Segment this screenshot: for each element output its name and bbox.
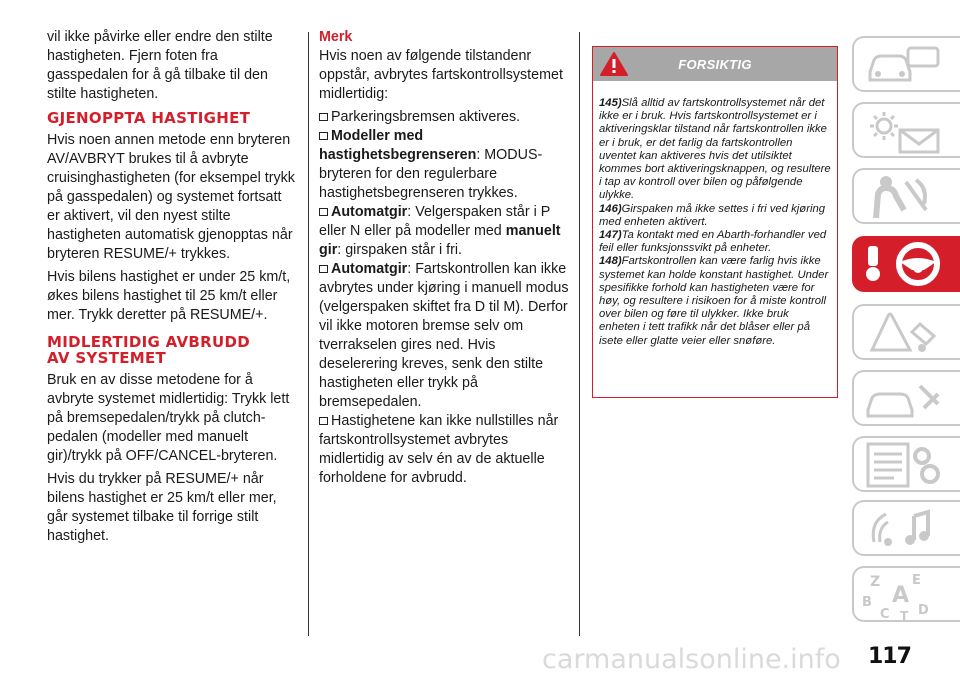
list-item [319,203,569,260]
checkbox-bullet-icon [319,113,328,121]
list-item-text: : MODUS-bryteren for den regulerbare hastighetsbegrenseren trykkes. [319,147,543,201]
checkbox-bullet-icon [319,208,328,216]
section-heading-resume: GJENOPPTA HASTIGHET [47,109,251,127]
tab-starting-driving[interactable] [852,236,960,292]
svg-text:C: C [880,607,890,620]
list-item [319,108,569,127]
page-number: 117 [868,644,911,669]
caution-item-number: 147) [599,229,622,242]
caution-item [599,203,831,229]
car-dashboard-icon [854,38,960,90]
list-item [319,412,569,488]
list-item-bold: Modeller med hastighetsbegrenseren [319,128,477,163]
caution-title: FORSIKTIG [678,57,752,72]
checkbox-bullet-icon [319,417,328,425]
text-column-2 [319,28,569,488]
tab-safety[interactable] [852,168,960,224]
caution-box [592,46,838,398]
caution-item-text: Ta kontakt med en Abarth-forhandler ved feil eller funksjonssvikt på enheter. [599,229,827,255]
tab-warning-lights[interactable] [852,102,960,158]
tab-technical-data[interactable] [852,436,960,492]
paragraph: Hvis du trykker på RESUME/+ når bilens hastighet er 25 km/t eller mer, går systemet tilbake til forrige stilt hastighet. [47,471,277,544]
svg-text:T: T [900,609,909,620]
list-item-text: Hastighetene kan ikke nullstilles når fartskontrollsystemet avbrytes midlertidig av selv én av de aktuelle forholdene for avbrudd. [319,413,559,486]
caution-item [599,229,831,255]
technical-data-icon [854,438,960,490]
list-item-bold: manuelt gir [319,223,561,258]
list-item-text: : Velgerspaken står i P eller N eller på modeller med [319,204,551,239]
heading-line-1: MIDLERTIDIG AVBRUDD [47,333,250,351]
paragraph: Hvis noen annen metode enn bryteren AV/AVBRYT brukes til å avbryte cruisinghastigheten (for eksempel trykk på gasspedalen) og systemet fortsatt er aktivert, vil den nyest stilte hastigheten automatisk gjenopptas når bryteren RESUME/+ trykkes. [47,132,295,262]
tab-emergency[interactable] [852,304,960,360]
checkbox-bullet-icon [319,132,328,140]
caution-item-number: 145) [599,97,622,109]
caution-item-text: Fartskontrollen kan være farlig hvis ikke systemet kan holde konstant hastighet. Under spesifikke forhold kan hastigheten være for høy, og resultere i risikoen for å miste kontroll over bilen og føre til ulykker. Ikke bruk enheten i tett trafikk når det blåser eller på isete eller glatte veier eller snøføre. [599,255,829,347]
section-heading-interrupt [47,334,295,366]
caution-item-text: Slå alltid av fartskontrollsystemet når det ikke er i bruk. Hvis fartskontrollsystemet er i aktiveringsklar tilstand når fartskontrollen ikke er i bruk, er det farlig da fartskontrollen uventet kan aktiveres hvis det utilsiktet kommes bort aktiveringsknappen, og resultere i tap av kontroll over bilen og påfølgende ulykke. [599,97,831,202]
watermark: carmanualsonline.info [542,644,841,675]
maintenance-car-icon [854,372,960,424]
svg-text:D: D [918,603,929,618]
list-item-text: Parkeringsbremsen aktiveres. [331,109,521,125]
caution-item-number: 148) [599,255,622,268]
warning-lights-icon [854,104,960,156]
steering-wheel-key-icon [854,238,960,290]
column-divider [579,32,580,636]
checkbox-bullet-icon [319,265,328,273]
list-item-bold: Automatgir [331,204,408,220]
caution-item [599,255,831,347]
tab-car-dashboard[interactable] [852,36,960,92]
note-heading: Merk [319,29,353,45]
emergency-triangle-icon [854,306,960,358]
list-item-text: : Fartskontrollen kan ikke avbrytes under kjøring i manuell modus (velgerspaken skiftet fra D til M). Derfor vil ikke motoren bremse selv om tverrakselen gires ned. Hvis deselerering kreves, senk den stilte hastigheten eller trykk på bremsepedalen. [319,261,569,410]
svg-text:E: E [912,573,921,588]
tab-index[interactable] [852,566,960,622]
caution-item-text: Girspaken må ikke settes i fri ved kjøring med enheten aktivert. [599,202,826,228]
caution-item-number: 146) [599,202,622,215]
tab-multimedia[interactable] [852,500,960,556]
multimedia-icon [854,502,960,554]
list-item-text: : girspaken står i fri. [337,242,463,258]
caution-item [599,97,831,203]
safety-airbag-icon [854,170,960,222]
svg-text:Z: Z [870,574,881,590]
index-letters-icon [854,568,960,620]
caution-body [593,81,837,348]
caution-header [593,47,837,81]
heading-line-2: AV SYSTEMET [47,349,167,367]
tab-maintenance[interactable] [852,370,960,426]
paragraph: Hvis bilens hastighet er under 25 km/t, økes bilens hastighet til 25 km/t eller mer. Trykk deretter på RESUME/+. [47,269,291,323]
svg-text:B: B [862,595,872,610]
svg-text:A: A [892,583,910,608]
paragraph: Bruk en av disse metodene for å avbryte systemet midlertidig: Trykk lett på bremsepedalen/trykk på clutch-pedalen (modeller med manuelt gir)/trykk på OFF/CANCEL-bryteren. [47,372,290,464]
list-item [319,127,569,203]
text-column-1 [47,28,295,550]
paragraph: Hvis noen av følgende tilstandenr oppstår, avbrytes fartskontrollsystemet midlertidig: [319,48,563,102]
column-divider [308,32,309,636]
paragraph: vil ikke påvirke eller endre den stilte hastigheten. Fjern foten fra gasspedalen for å gå tilbake til den stilte hastigheten. [47,29,273,102]
list-item-bold: Automatgir [331,261,408,277]
list-item [319,260,569,412]
